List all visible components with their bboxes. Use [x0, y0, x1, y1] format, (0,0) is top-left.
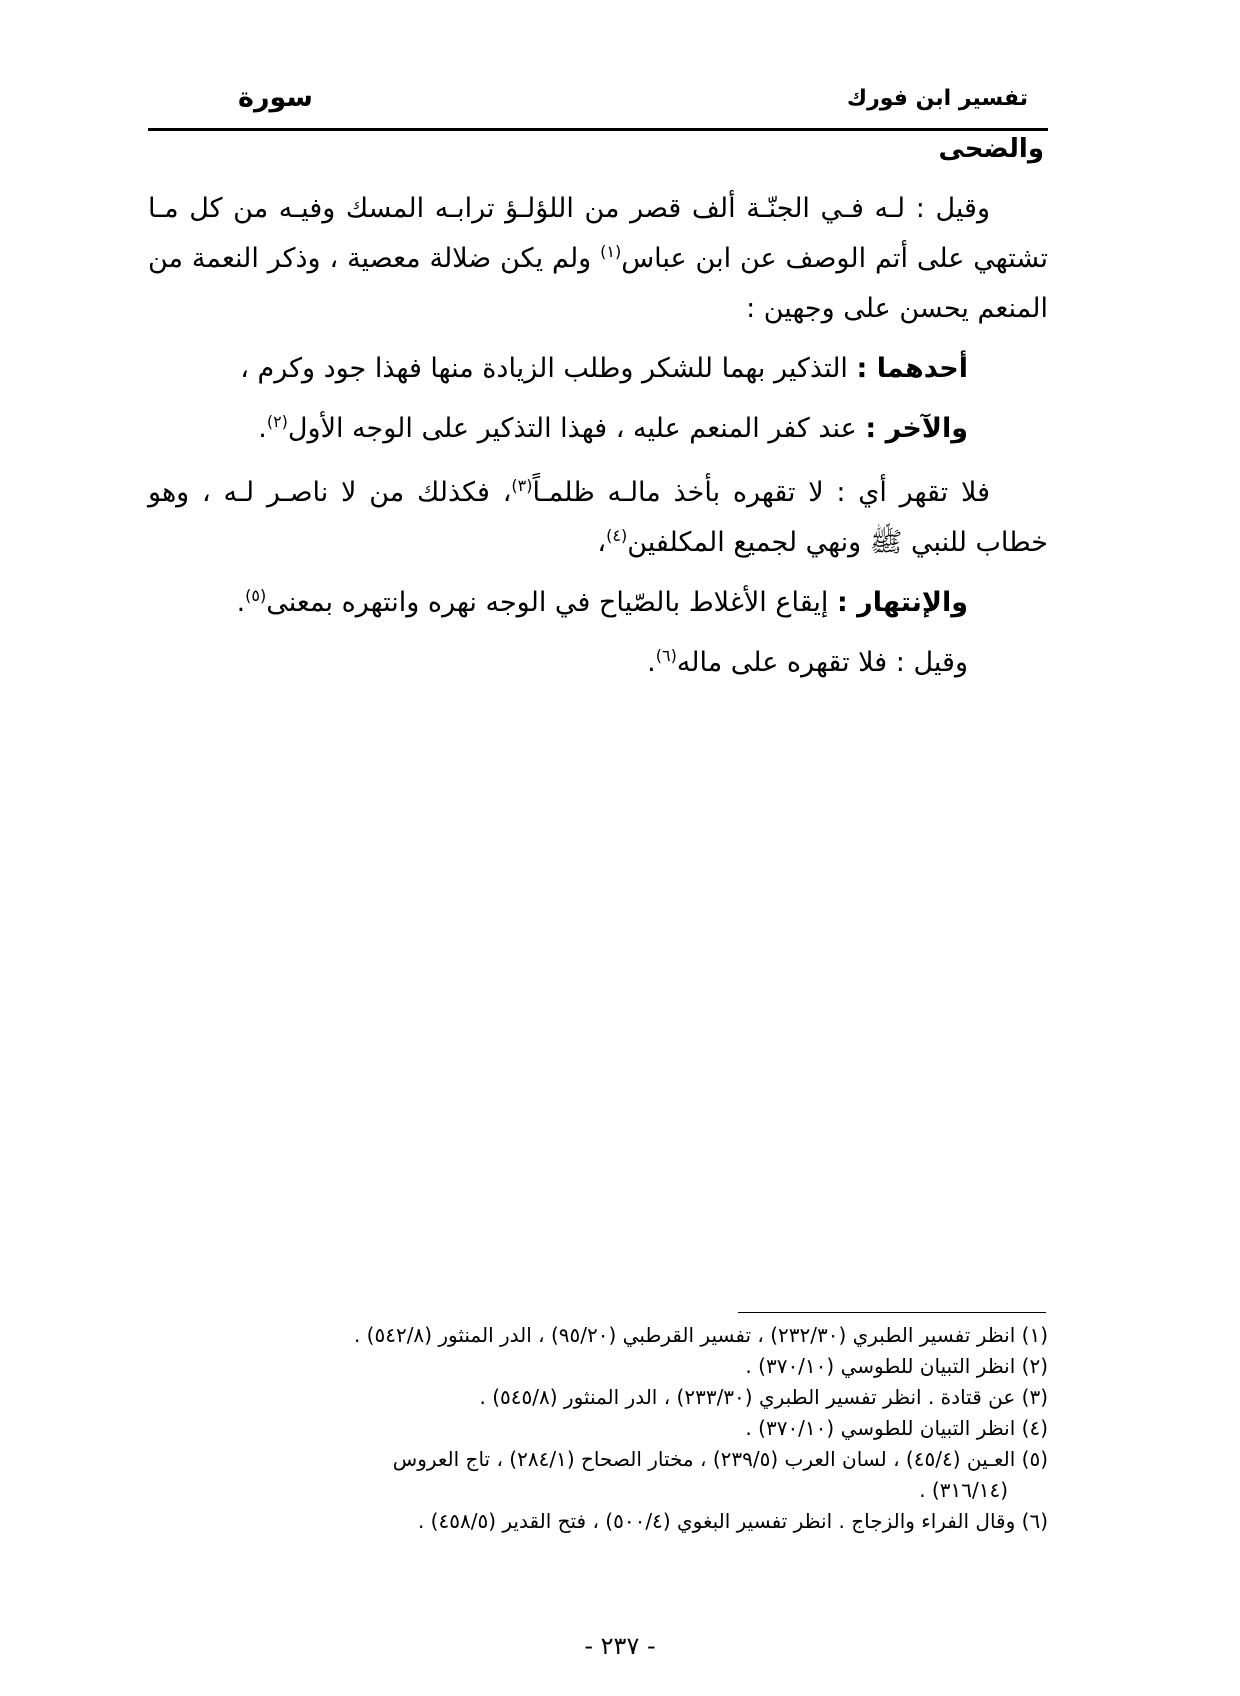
p2-text: التذكير بهما للشكر وطلب الزيادة منها فهذا جود وكرم ،	[240, 353, 857, 384]
footnote-1: (١) انظر تفسير الطبري (٢٣٢/٣٠) ، تفسير القرطبي (٩٥/٢٠) ، الدر المنثور (٥٤٢/٨) .	[353, 1323, 1048, 1347]
footnote-ref-6: (٦)	[655, 646, 677, 665]
p4-text: فلا تقهر أي : لا تقهره بأخذ مالـه ظلمـاً	[532, 477, 990, 508]
paragraph-5	[148, 578, 968, 628]
body-text	[148, 184, 1048, 688]
footnote-6: (٦) وقال الفراء والزجاج . انظر تفسير البغوي (٥٠٠/٤) ، فتح القدير (٤٥٨/٥) .	[417, 1509, 1048, 1533]
paragraph-2	[148, 344, 968, 394]
p5-end: .	[236, 587, 246, 618]
paragraph-6	[148, 638, 968, 688]
footnote-separator	[738, 1312, 1046, 1313]
footnote-ref-1: (١)	[600, 242, 622, 261]
p1-text: وقيل : لـه فـي الجنّـة ألف قصر من اللؤلـؤ ترابـه المسك وفيـه من كل مـا تشتهي على أتم الوصف عن ابن عباس	[148, 193, 1048, 274]
paragraph-3	[148, 404, 968, 454]
surah-name: والضحى	[938, 134, 1044, 164]
surah-label: سورة	[238, 82, 313, 113]
p3-end: .	[258, 413, 267, 444]
footnote-3: (٣) عن قتادة . انظر تفسير الطبري (٢٣٣/٣٠) ، الدر المنثور (٥٤٥/٨) .	[479, 1385, 1048, 1409]
footnote-4: (٤) انظر التبيان للطوسي (٣٧٠/١٠) .	[745, 1416, 1048, 1440]
footnote-2: (٢) انظر التبيان للطوسي (٣٧٠/١٠) .	[745, 1354, 1048, 1378]
footnote-ref-4: (٤)	[606, 526, 628, 545]
footnote-ref-2: (٢)	[266, 412, 288, 431]
p4-mid: ، فكذلك من لا ناصـر لـه ، وهو خطاب للنبي ﷺ ونهي لجميع المكلفين	[148, 477, 1048, 558]
running-header	[148, 78, 1048, 131]
footnote-5: (٥) العـين (٤٥/٤) ، لسان العرب (٢٣٩/٥) ، مختار الصحاح (٢٨٤/١) ، تاج العروس	[392, 1447, 1048, 1471]
p3-text: عند كفر المنعم عليه ، فهذا التذكير على الوجه الأول	[287, 413, 866, 444]
footnote-ref-5: (٥)	[245, 586, 267, 605]
footnote-5-continued: (٣١٦/١٤) .	[919, 1478, 1008, 1502]
footnote-ref-3: (٣)	[511, 476, 533, 495]
footnotes	[148, 1320, 1048, 1537]
term-rebuke: والإنتهار :	[836, 587, 968, 618]
paragraph-4	[148, 468, 1048, 568]
book-title: تفسير ابن فورك	[846, 86, 1028, 111]
p6-text: وقيل : فلا تقهره على ماله	[676, 647, 968, 678]
paragraph-1	[148, 184, 1048, 334]
p6-end: .	[647, 647, 656, 678]
p1-after: ولم يكن ضلالة معصية ، وذكر النعمة من المنعم يحسن على وجهين :	[148, 243, 1048, 324]
p4-end: ،	[597, 527, 607, 558]
term-first: أحدهما :	[856, 353, 968, 384]
term-other: والآخر :	[865, 413, 968, 444]
p5-text: إيقاع الأغلاط بالصّياح في الوجه نهره وانتهره بمعنى	[266, 587, 837, 618]
page-number: - ٢٣٧ -	[584, 1632, 656, 1660]
